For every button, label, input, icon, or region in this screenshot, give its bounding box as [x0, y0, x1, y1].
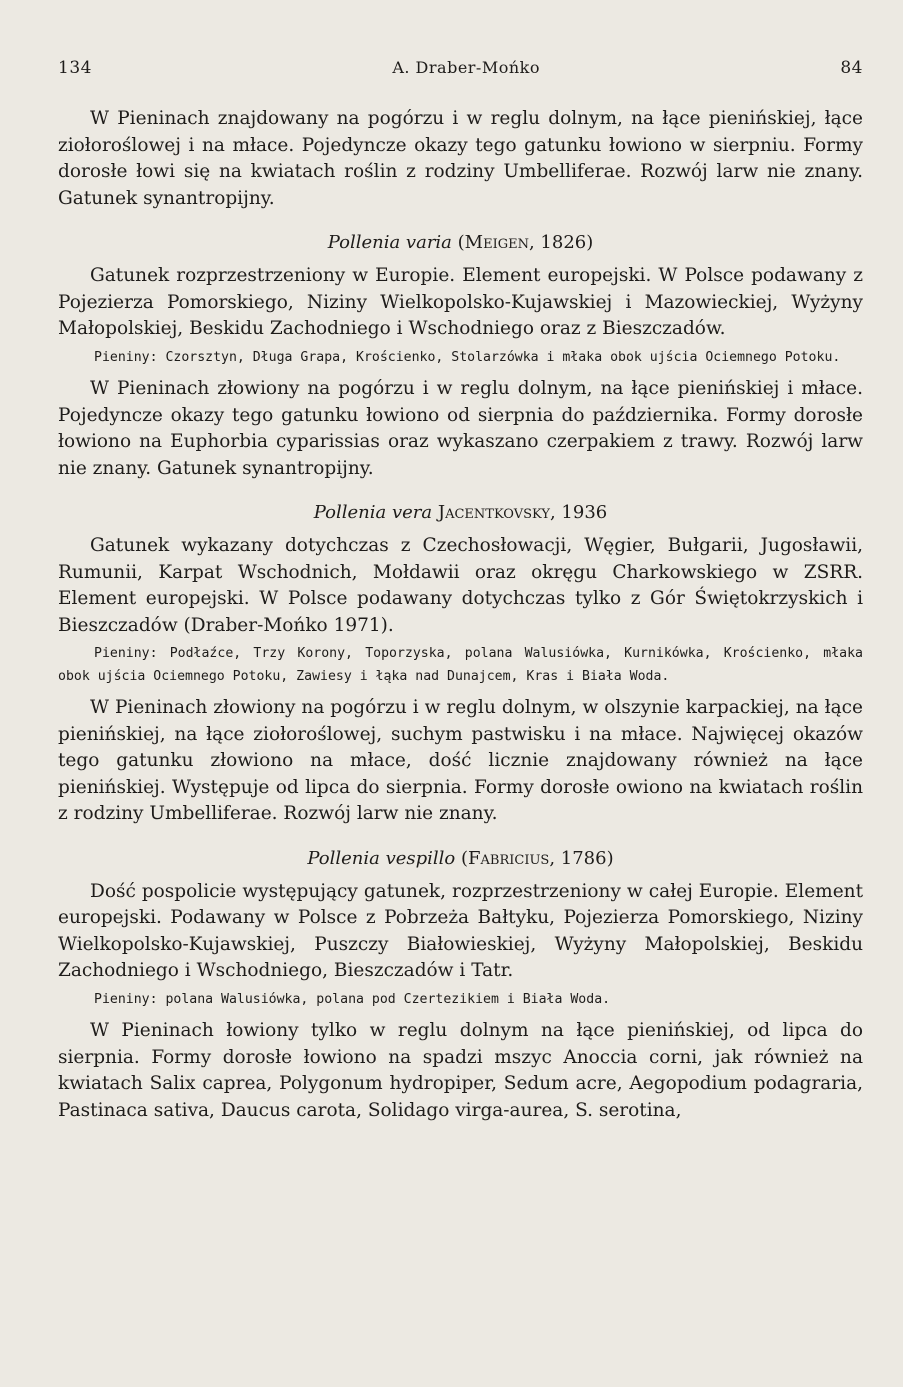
paragraph-6: Dość pospolicie występujący gatunek, rozprzestrzeniony w całej Europie. Element europejski. Podawany w Polsce z Pobrzeża Bałtyku, Pojezierza Pomorskiego, Niziny Wielkopolsko-Kujawskiej, Puszczy Białowieskiej, Wyżyny Małopolskiej, Beskidu Zachodniego i Wschodniego, Bieszczadów i Tatr. [58, 880, 863, 981]
species-heading-vespillo [58, 848, 863, 869]
running-title: A. Draber-Mońko [392, 58, 540, 77]
species-author: (Meigen, 1826) [457, 232, 594, 253]
species-heading-varia [58, 232, 863, 253]
page-number-right: 84 [840, 58, 863, 78]
species-author: Jacentkovsky, 1936 [437, 502, 608, 523]
paragraph-2: Gatunek rozprzestrzeniony w Europie. Element europejski. W Polsce podawany z Pojezierza Pomorskiego, Niziny Wielkopolsko-Kujawskiej i Mazowieckiej, Wyżyny Małopolskiej, Beskidu Zachodniego i Wschodniego oraz z Bieszczadów. [58, 265, 863, 339]
species-author: (Fabricius, 1786) [461, 847, 614, 869]
species-name: Pollenia vera [313, 502, 433, 523]
paragraph-4: Gatunek wykazany dotychczas z Czechosłowacji, Węgier, Bułgarii, Jugosławii, Rumunii, Karpat Wschodnich, Mołdawii oraz okręgu Charkowskiego w ZSRR. Element europejski. W Polsce podawany dotychczas tylko z Gór Świętokrzyskich i Bieszczadów (Draber-Mońko 1971). [58, 535, 863, 636]
paragraph-5: W Pieninach złowiony na pogórzu i w reglu dolnym, w olszynie karpackiej, na łące pienińskiej, na łące ziołoroślowej, suchym pastwisku i na młace. Najwięcej okazów tego gatunku złowiono na młace, dość licznie znajdowany również na łące pienińskiej. Występuje od lipca do sierpnia. Formy dorosłe owiono na kwiatach roślin z rodziny Umbelliferae. Rozwój larw nie znany. [58, 697, 863, 824]
paragraph-7: W Pieninach łowiony tylko w reglu dolnym na łące pienińskiej, od lipca do sierpnia. Formy dorosłe łowiono na spadzi mszyc Anoccia corni, jak również na kwiatach Salix caprea, Polygonum hydropiper, Sedum acre, Aegopodium podagraria, Pastinaca sativa, Daucus carota, Solidago virga-aurea, S. serotina, [58, 1020, 863, 1121]
species-heading-vera [58, 502, 863, 523]
paragraph-3: W Pieninach złowiony na pogórzu i w reglu dolnym, na łące pienińskiej i młace. Pojedyncze okazy tego gatunku łowiono od sierpnia do października. Formy dorosłe łowiono na Euphorbia cyparissias oraz wykaszano czerpakiem z trawy. Rozwój larw nie znany. Gatunek synantropijny. [58, 378, 863, 479]
paragraph-1: W Pieninach znajdowany na pogórzu i w reglu dolnym, na łące pienińskiej, łące ziołoroślowej i na młace. Pojedyncze okazy tego gatunku łowiono w sierpniu. Formy dorosłe łowi się na kwiatach roślin z rodziny Umbelliferae. Rozwój larw nie znany. Gatunek synantropijny. [58, 108, 863, 209]
localities-varia: Pieniny: Czorsztyn, Długa Grapa, Krościenko, Stolarzówka i młaka obok ujścia Ociemnego Potoku. [94, 349, 841, 365]
species-name: Pollenia vespillo [307, 847, 456, 869]
page-header [58, 58, 863, 78]
page-number-left: 134 [58, 58, 92, 78]
species-name: Pollenia varia [327, 232, 452, 253]
localities-vera: Pieniny: Podłaźce, Trzy Korony, Toporzyska, polana Walusiówka, Kurnikówka, Krościenko, młaka obok ujścia Ociemnego Potoku, Zawiesy i łąka nad Dunajcem, Kras i Biała Woda. [58, 646, 863, 684]
localities-vespillo: Pieniny: polana Walusiówka, polana pod Czertezikiem i Biała Woda. [94, 991, 611, 1007]
